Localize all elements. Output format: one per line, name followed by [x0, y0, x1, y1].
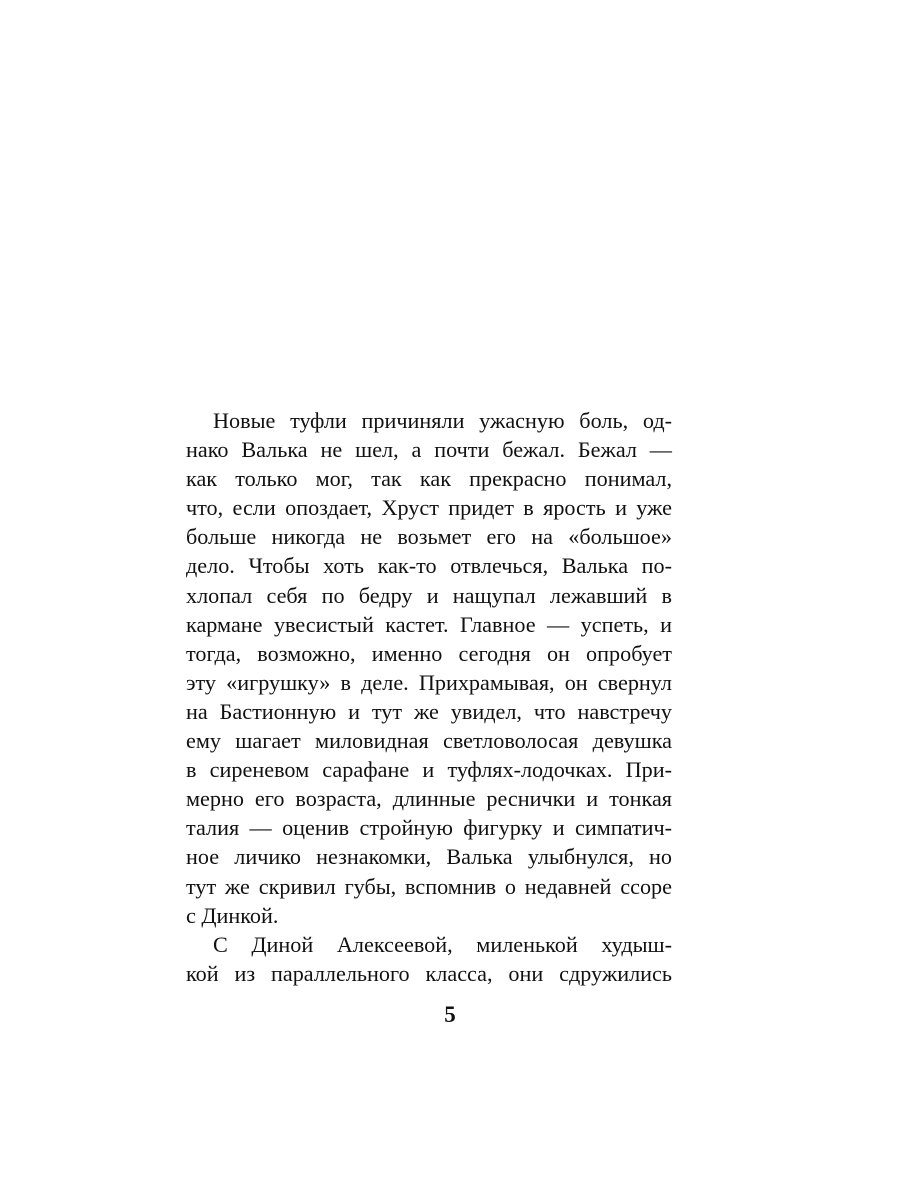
- text-line: тогда, возможно, именно сегодня он опробует: [186, 640, 672, 666]
- text-line: ное личико незнакомки, Валька улыбнулся, но: [186, 844, 672, 870]
- text-line: Новые туфли причиняли ужасную боль, од-: [213, 408, 672, 433]
- text-line: талия — оценив стройную фигурку и симпатич-: [186, 815, 672, 841]
- body-text: [186, 406, 672, 988]
- text-line: ему шагает миловидная светловолосая девушка: [186, 728, 672, 754]
- text-line: кармане увесистый кастет. Главное — успеть, и: [186, 611, 672, 637]
- text-line: кой из параллельного класса, они сдружились: [186, 960, 672, 986]
- page-number: 5: [444, 1002, 456, 1027]
- text-line: С Диной Алексеевой, миленькой худыш-: [213, 931, 672, 957]
- text-line: с Динкой.: [186, 902, 279, 928]
- text-line: как только мог, так как прекрасно понимал,: [186, 466, 672, 492]
- text-line: что, если опоздает, Хруст придет в ярость и уже: [186, 495, 672, 521]
- text-line: мерно его возраста, длинные реснички и тонкая: [186, 786, 672, 812]
- text-line: в сиреневом сарафане и туфлях-лодочках. При-: [186, 757, 672, 783]
- text-line: больше никогда не возьмет его на «большое»: [186, 524, 672, 550]
- text-line: дело. Чтобы хоть как-то отвлечься, Валька по-: [186, 553, 672, 579]
- text-line: тут же скривил губы, вспомнив о недавней ссоре: [186, 873, 672, 899]
- text-line: хлопал себя по бедру и нащупал лежавший в: [186, 582, 672, 608]
- text-line: нако Валька не шел, а почти бежал. Бежал —: [186, 437, 672, 463]
- text-line: эту «игрушку» в деле. Прихрамывая, он свернул: [186, 669, 672, 695]
- text-line: на Бастионную и тут же увидел, что навстречу: [186, 698, 672, 724]
